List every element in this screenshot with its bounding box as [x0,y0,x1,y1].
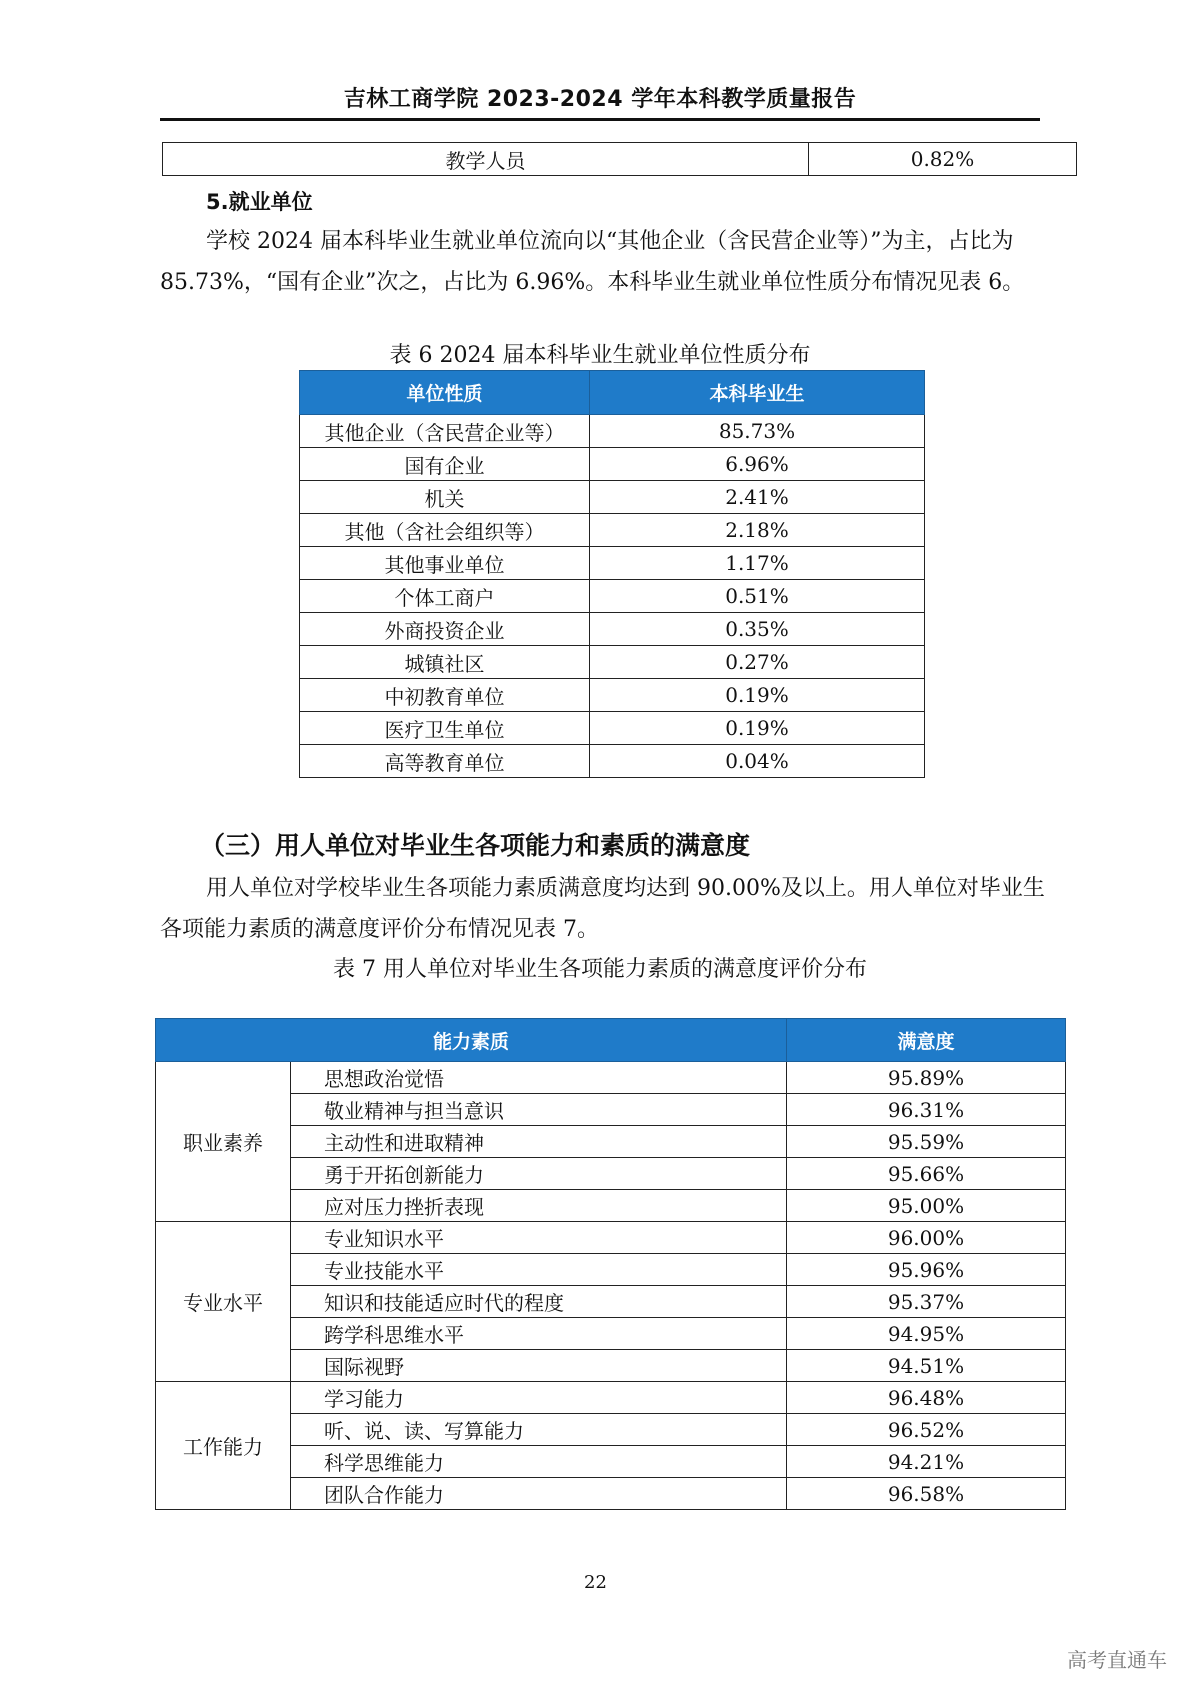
table7-cell-group: 专业水平 [156,1222,291,1382]
table6-cell-value: 1.17% [590,547,925,580]
table-row [300,712,925,745]
table6-cell-unit-type: 高等教育单位 [300,745,590,778]
table7-cell-item: 主动性和进取精神 [291,1126,787,1158]
table6-cell-value: 6.96% [590,448,925,481]
table6-cell-value: 0.27% [590,646,925,679]
table-row [156,1190,1066,1222]
table7-cell-item: 跨学科思维水平 [291,1318,787,1350]
table7-cell-item: 思想政治觉悟 [291,1062,787,1094]
table6-cell-unit-type: 其他企业（含民营企业等） [300,415,590,448]
table7-cell-item: 敬业精神与担当意识 [291,1094,787,1126]
table6-header-unit-type: 单位性质 [300,371,590,415]
table7-cell-value: 96.00% [787,1222,1066,1254]
table6-cell-value: 0.04% [590,745,925,778]
paragraph-employment-unit: 学校 2024 届本科毕业生就业单位流向以“其他企业（含民营企业等）”为主，占比为 85.73%，“国有企业”次之，占比为 6.96%。本科毕业生就业单位性质分布情况见表 6。 [160,229,1025,295]
table7-cell-value: 96.52% [787,1414,1066,1446]
table-row [156,1446,1066,1478]
table-row [156,1158,1066,1190]
table7-caption: 表 7 用人单位对毕业生各项能力素质的满意度评价分布 [333,957,867,982]
table7-cell-value: 94.51% [787,1350,1066,1382]
table7-header-satisfaction: 满意度 [787,1019,1066,1062]
table7-cell-group: 工作能力 [156,1382,291,1510]
table-row [156,1350,1066,1382]
table6-cell-value: 0.19% [590,679,925,712]
header-rule [160,118,1040,121]
section-heading-satisfaction: （三）用人单位对毕业生各项能力和素质的满意度 [200,831,751,860]
table-row [156,1318,1066,1350]
table7-cell-item: 知识和技能适应时代的程度 [291,1286,787,1318]
table7-cell-item: 专业技能水平 [291,1254,787,1286]
table6-body [300,415,925,778]
table-header-row [300,371,925,415]
table-row [300,646,925,679]
table-row [300,613,925,646]
table7-cell-group: 职业素养 [156,1062,291,1222]
table6-cell-value: 0.51% [590,580,925,613]
table7-cell-item: 学习能力 [291,1382,787,1414]
table6-cell-unit-type: 其他（含社会组织等） [300,514,590,547]
page-number: 22 [584,1572,607,1593]
table6-cell-unit-type: 外商投资企业 [300,613,590,646]
table7-cell-item: 专业知识水平 [291,1222,787,1254]
table-row [300,580,925,613]
table6-cell-value: 0.35% [590,613,925,646]
table-cell-value: 0.82% [809,143,1077,176]
table7-cell-value: 95.37% [787,1286,1066,1318]
table-header-row [156,1019,1066,1062]
table-row [156,1414,1066,1446]
table7-cell-item: 团队合作能力 [291,1478,787,1510]
table7-cell-item: 勇于开拓创新能力 [291,1158,787,1190]
table7-cell-value: 95.59% [787,1126,1066,1158]
table7-cell-value: 95.66% [787,1158,1066,1190]
table7-cell-value: 96.48% [787,1382,1066,1414]
table6-cell-unit-type: 国有企业 [300,448,590,481]
table-row [156,1382,1066,1414]
table6-cell-unit-type: 医疗卫生单位 [300,712,590,745]
table-row [156,1254,1066,1286]
table-row [300,481,925,514]
table-row [156,1094,1066,1126]
table-row [300,514,925,547]
table7-cell-value: 95.00% [787,1190,1066,1222]
table6 [299,370,925,778]
continued-table [162,142,1077,176]
table6-cell-value: 2.41% [590,481,925,514]
paragraph-satisfaction: 用人单位对学校毕业生各项能力素质满意度均达到 90.00%及以上。用人单位对毕业生各项能力素质的满意度评价分布情况见表 7。 [160,876,1045,942]
table7-cell-value: 96.58% [787,1478,1066,1510]
table6-cell-value: 0.19% [590,712,925,745]
table-cell-label: 教学人员 [163,143,809,176]
table-row [156,1478,1066,1510]
table6-cell-unit-type: 机关 [300,481,590,514]
table6-cell-unit-type: 个体工商户 [300,580,590,613]
page-header-title: 吉林工商学院 2023-2024 学年本科教学质量报告 [343,87,857,112]
table-row [156,1222,1066,1254]
table-row [300,745,925,778]
table7-cell-value: 94.21% [787,1446,1066,1478]
table-row [300,679,925,712]
table-row [300,415,925,448]
section-heading-employment-unit: 5.就业单位 [206,190,313,214]
table-row [300,448,925,481]
table7-cell-value: 94.95% [787,1318,1066,1350]
table-row [156,1286,1066,1318]
table7-cell-item: 科学思维能力 [291,1446,787,1478]
table7-cell-value: 96.31% [787,1094,1066,1126]
table7-cell-value: 95.96% [787,1254,1066,1286]
table6-cell-value: 85.73% [590,415,925,448]
table7-cell-item: 国际视野 [291,1350,787,1382]
table7 [155,1018,1066,1510]
table6-cell-unit-type: 其他事业单位 [300,547,590,580]
table6-cell-unit-type: 城镇社区 [300,646,590,679]
table6-cell-value: 2.18% [590,514,925,547]
table-row [300,547,925,580]
table6-caption: 表 6 2024 届本科毕业生就业单位性质分布 [389,343,811,368]
table7-cell-item: 应对压力挫折表现 [291,1190,787,1222]
table7-header-ability: 能力素质 [156,1019,787,1062]
table7-body [156,1062,1066,1510]
table6-cell-unit-type: 中初教育单位 [300,679,590,712]
table-row [163,143,1077,176]
table-row [156,1126,1066,1158]
table6-header-graduates: 本科毕业生 [590,371,925,415]
table7-cell-value: 95.89% [787,1062,1066,1094]
watermark: 高考直通车 [1067,1648,1167,1672]
table-row [156,1062,1066,1094]
table7-cell-item: 听、说、读、写算能力 [291,1414,787,1446]
